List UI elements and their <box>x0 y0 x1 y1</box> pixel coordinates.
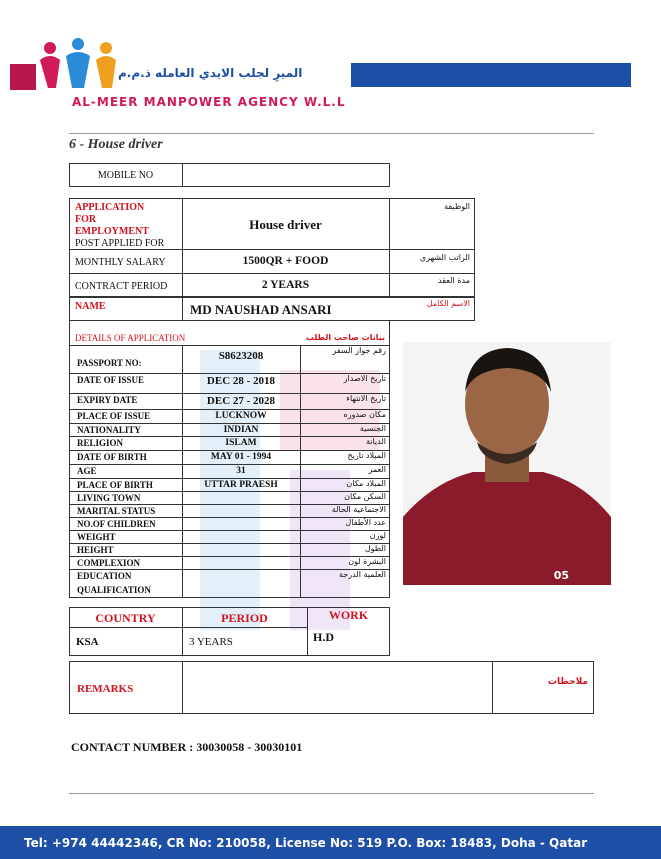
exp-header-period: PERIOD <box>221 611 268 625</box>
detail-value: MAY 01 - 1994 <box>210 452 272 462</box>
name-arabic: الاسم الكامل <box>426 299 470 308</box>
qualification-label: QUALIFICATION <box>77 585 151 595</box>
divider <box>182 163 183 187</box>
detail-arabic: عدد الأطفال <box>345 518 386 527</box>
divider <box>69 273 475 274</box>
post-applied-label: POST APPLIED FOR <box>75 238 165 249</box>
remarks-arabic: ملاحظات <box>547 677 588 687</box>
contract-value: 2 YEARS <box>261 279 310 291</box>
post-applied-arabic: الوظيفة <box>444 202 470 211</box>
detail-value: ISLAM <box>225 438 257 448</box>
detail-label: EXPIRY DATE <box>77 395 138 405</box>
detail-value: INDIAN <box>223 425 259 435</box>
photo-number: 05 <box>553 569 569 582</box>
mobile-label: MOBILE NO <box>97 170 154 181</box>
detail-arabic: العمر <box>368 465 386 474</box>
exp-header-country: COUNTRY <box>95 611 156 625</box>
bottom-rule <box>69 793 594 794</box>
divider <box>300 345 301 598</box>
detail-label: EDUCATION <box>77 571 132 581</box>
detail-label: HEIGHT <box>77 545 114 555</box>
detail-label: DATE OF ISSUE <box>77 375 145 385</box>
exp-header-work: WORK <box>328 608 369 622</box>
detail-value: DEC 28 - 2018 <box>206 375 276 387</box>
detail-arabic: الطول <box>364 544 386 553</box>
detail-label: AGE <box>77 466 97 476</box>
detail-arabic: لوزن <box>369 531 386 540</box>
footer-bar <box>0 826 661 859</box>
detail-arabic: العلمية الدرجة <box>339 570 386 579</box>
divider <box>69 627 307 628</box>
detail-value: LUCKNOW <box>215 411 267 421</box>
detail-arabic: مكان صدوره <box>343 410 386 419</box>
logo-figures-icon <box>10 36 130 98</box>
footer-text: Tel: +974 44442346, CR No: 210058, License No: 519 P.O. Box: 18483, Doha - Qatar <box>24 836 588 850</box>
detail-arabic: البشرة لون <box>348 557 386 566</box>
details-header-arabic: بيانات صاحب الطلب <box>305 333 385 342</box>
header-blue-bar <box>351 63 631 87</box>
top-rule <box>69 133 594 134</box>
details-header-label: DETAILS OF APPLICATION <box>75 333 186 343</box>
detail-label: COMPLEXION <box>77 558 140 568</box>
detail-value: 31 <box>236 466 246 476</box>
for-label: FOR <box>75 214 97 225</box>
detail-label: PLACE OF ISSUE <box>77 411 151 421</box>
contact-number: CONTACT NUMBER : 30030058 - 30030101 <box>71 740 303 754</box>
remarks-label: REMARKS <box>77 683 134 695</box>
divider <box>389 198 390 297</box>
company-arabic-name: الميرِ لجلب الايدي العامله ذ.م.م <box>118 66 303 80</box>
applicant-portrait-icon <box>403 342 611 585</box>
salary-label: MONTHLY SALARY <box>75 257 166 268</box>
company-english-name: AL-MEER MANPOWER AGENCY W.L.L <box>72 95 346 109</box>
detail-arabic: الميلاد تاريخ <box>347 451 386 460</box>
detail-arabic: رقم جواز السفر <box>332 346 386 355</box>
contract-arabic: مدة العقد <box>438 276 470 285</box>
detail-label: NATIONALITY <box>77 425 141 435</box>
detail-label: PLACE OF BIRTH <box>77 480 153 490</box>
detail-arabic: تاريخ الاصدار <box>343 374 386 383</box>
name-label: NAME <box>75 301 106 312</box>
remarks-box <box>69 661 594 714</box>
detail-arabic: الديانة <box>365 437 386 446</box>
detail-value: DEC 27 - 2028 <box>206 395 276 407</box>
divider <box>492 661 493 714</box>
detail-label: WEIGHT <box>77 532 116 542</box>
exp-work: H.D <box>313 630 334 644</box>
divider <box>69 249 475 250</box>
detail-value: UTTAR PRAESH <box>204 480 278 490</box>
detail-arabic: تاريخ الانتهاء <box>346 394 386 403</box>
exp-period: 3 YEARS <box>189 636 233 648</box>
detail-label: NO.OF CHILDREN <box>77 519 156 529</box>
salary-value: 1500QR + FOOD <box>242 255 329 267</box>
detail-label: MARITAL STATUS <box>77 506 156 516</box>
name-value: MD NAUSHAD ANSARI <box>190 302 332 317</box>
detail-label: LIVING TOWN <box>77 493 141 503</box>
divider <box>182 661 183 714</box>
contract-label: CONTRACT PERIOD <box>75 281 168 292</box>
detail-arabic: الجنسية <box>359 424 386 433</box>
detail-arabic: السكن مكان <box>344 492 386 501</box>
section-title: 6 - House driver <box>69 137 163 152</box>
applicant-photo <box>403 342 611 585</box>
detail-arabic: الميلاد مكان <box>346 479 386 488</box>
detail-label: RELIGION <box>77 438 124 448</box>
company-logo <box>10 36 130 98</box>
detail-value: S8623208 <box>218 350 264 362</box>
exp-country: KSA <box>76 636 99 648</box>
detail-arabic: الاجتماعية الحالة <box>331 505 386 514</box>
detail-label: DATE OF BIRTH <box>77 452 147 462</box>
application-label: APPLICATION <box>75 202 145 213</box>
divider <box>182 297 183 321</box>
employment-label: EMPLOYMENT <box>75 226 149 237</box>
salary-arabic: الراتب الشهري <box>419 253 470 262</box>
detail-label: PASSPORT NO: <box>77 358 142 368</box>
post-applied-value: House driver <box>249 217 322 232</box>
